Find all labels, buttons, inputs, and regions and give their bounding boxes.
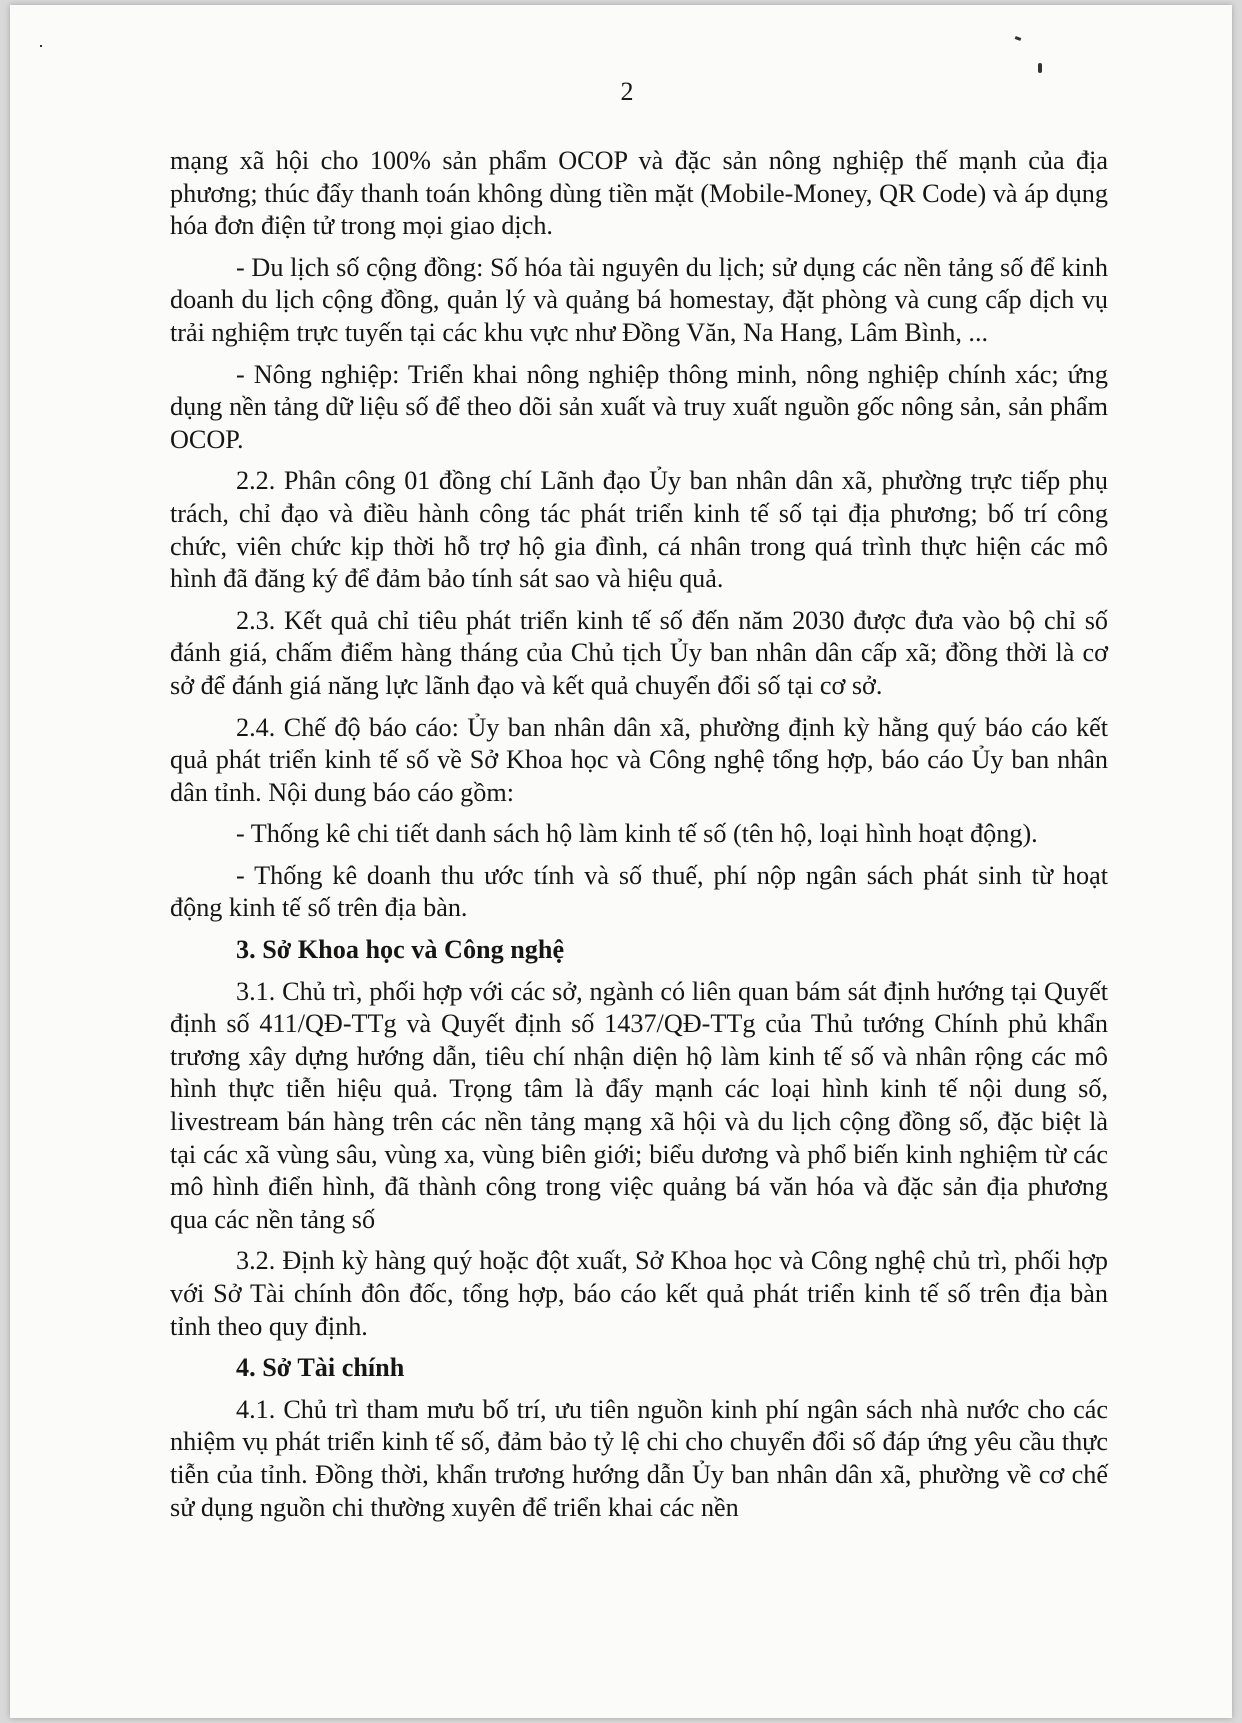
paragraph-ocop-continuation: mạng xã hội cho 100% sản phẩm OCOP và đặc sản nông nghiệp thế mạnh của địa phương; thúc đẩy thanh toán không dùng tiền mặt (Mobile-Money, QR Code) và áp dụng hóa đơn điện tử trong mọi giao dịch. — [170, 146, 1108, 241]
paragraph-2-3: 2.3. Kết quả chỉ tiêu phát triển kinh tế số đến năm 2030 được đưa vào bộ chỉ số đánh giá, chấm điểm hàng tháng của Chủ tịch Ủy ban nhân dân cấp xã; đồng thời là cơ sở để đánh giá năng lực lãnh đạo và kết quả chuyển đổi số tại cơ sở. — [170, 605, 1108, 700]
scan-speck-mark — [40, 45, 42, 47]
heading-department-science-technology: 3. Sở Khoa học và Công nghệ — [236, 935, 565, 965]
paragraph-2-4: 2.4. Chế độ báo cáo: Ủy ban nhân dân xã, phường định kỳ hằng quý báo cáo kết quả phát triển kinh tế số về Sở Khoa học và Công nghệ tổng hợp, báo cáo Ủy ban nhân dân tỉnh. Nội dung báo cáo gồm: — [170, 712, 1108, 807]
scan-speck-mark — [1015, 36, 1022, 41]
paragraph-household-statistics: - Thống kê chi tiết danh sách hộ làm kinh tế số (tên hộ, loại hình hoạt động). — [236, 819, 1038, 849]
paragraph-agriculture: - Nông nghiệp: Triển khai nông nghiệp thông minh, nông nghiệp chính xác; ứng dụng nền tảng dữ liệu số để theo dõi sản xuất và truy xuất nguồn gốc nông sản, sản phẩm OCOP. — [170, 359, 1108, 454]
paragraph-4-1: 4.1. Chủ trì tham mưu bố trí, ưu tiên nguồn kinh phí ngân sách nhà nước cho các nhiệm vụ phát triển kinh tế số, đảm bảo tỷ lệ chi cho chuyển đổi số đáp ứng yêu cầu thực tiễn của tỉnh. Đồng thời, khẩn trương hướng dẫn Ủy ban nhân dân xã, phường về cơ chế sử dụng nguồn chi thường xuyên để triển khai các nền — [170, 1394, 1108, 1522]
paragraph-community-digital-tourism: - Du lịch số cộng đồng: Số hóa tài nguyên du lịch; sử dụng các nền tảng số để kinh doanh du lịch cộng đồng, quản lý và quảng bá homestay, đặt phòng và cung cấp dịch vụ trải nghiệm trực tuyến tại các khu vực như Đồng Văn, Na Hang, Lâm Bình, ... — [170, 252, 1108, 347]
document-page — [10, 5, 1232, 1718]
paragraph-2-2: 2.2. Phân công 01 đồng chí Lãnh đạo Ủy ban nhân dân xã, phường trực tiếp phụ trách, chỉ đạo và điều hành công tác phát triển kinh tế số tại địa phương; bố trí công chức, viên chức kịp thời hỗ trợ hộ gia đình, cá nhân trong quá trình thực hiện các mô hình đã đăng ký để đảm bảo tính sát sao và hiệu quả. — [170, 466, 1108, 594]
document-body — [170, 145, 1108, 1533]
paragraph-revenue-statistics: - Thống kê doanh thu ước tính và số thuế, phí nộp ngân sách phát sinh từ hoạt động kinh tế số trên địa bàn. — [170, 860, 1108, 923]
page-number: 2 — [620, 77, 634, 106]
scan-speck-mark — [1038, 63, 1042, 73]
paragraph-3-2: 3.2. Định kỳ hàng quý hoặc đột xuất, Sở Khoa học và Công nghệ chủ trì, phối hợp với Sở Tài chính đôn đốc, tổng hợp, báo cáo kết quả phát triển kinh tế số trên địa bàn tỉnh theo quy định. — [170, 1246, 1108, 1341]
heading-department-finance: 4. Sở Tài chính — [236, 1353, 405, 1383]
paragraph-3-1: 3.1. Chủ trì, phối hợp với các sở, ngành có liên quan bám sát định hướng tại Quyết định số 411/QĐ-TTg và Quyết định số 1437/QĐ-TTg của Thủ tướng Chính phủ khẩn trương xây dựng hướng dẫn, tiêu chí nhận diện hộ làm kinh tế số và nhân rộng các mô hình thực tiễn hiệu quả. Trọng tâm là đẩy mạnh các loại hình kinh tế nội dung số, livestream bán hàng trên các nền tảng mạng xã hội và du lịch cộng đồng số, đặc biệt là tại các xã vùng sâu, vùng xa, vùng biên giới; biểu dương và phổ biến kinh nghiệm từ các mô hình điển hình, đã thành công trong việc quảng bá văn hóa và đặc sản địa phương qua các nền tảng số — [170, 976, 1108, 1234]
